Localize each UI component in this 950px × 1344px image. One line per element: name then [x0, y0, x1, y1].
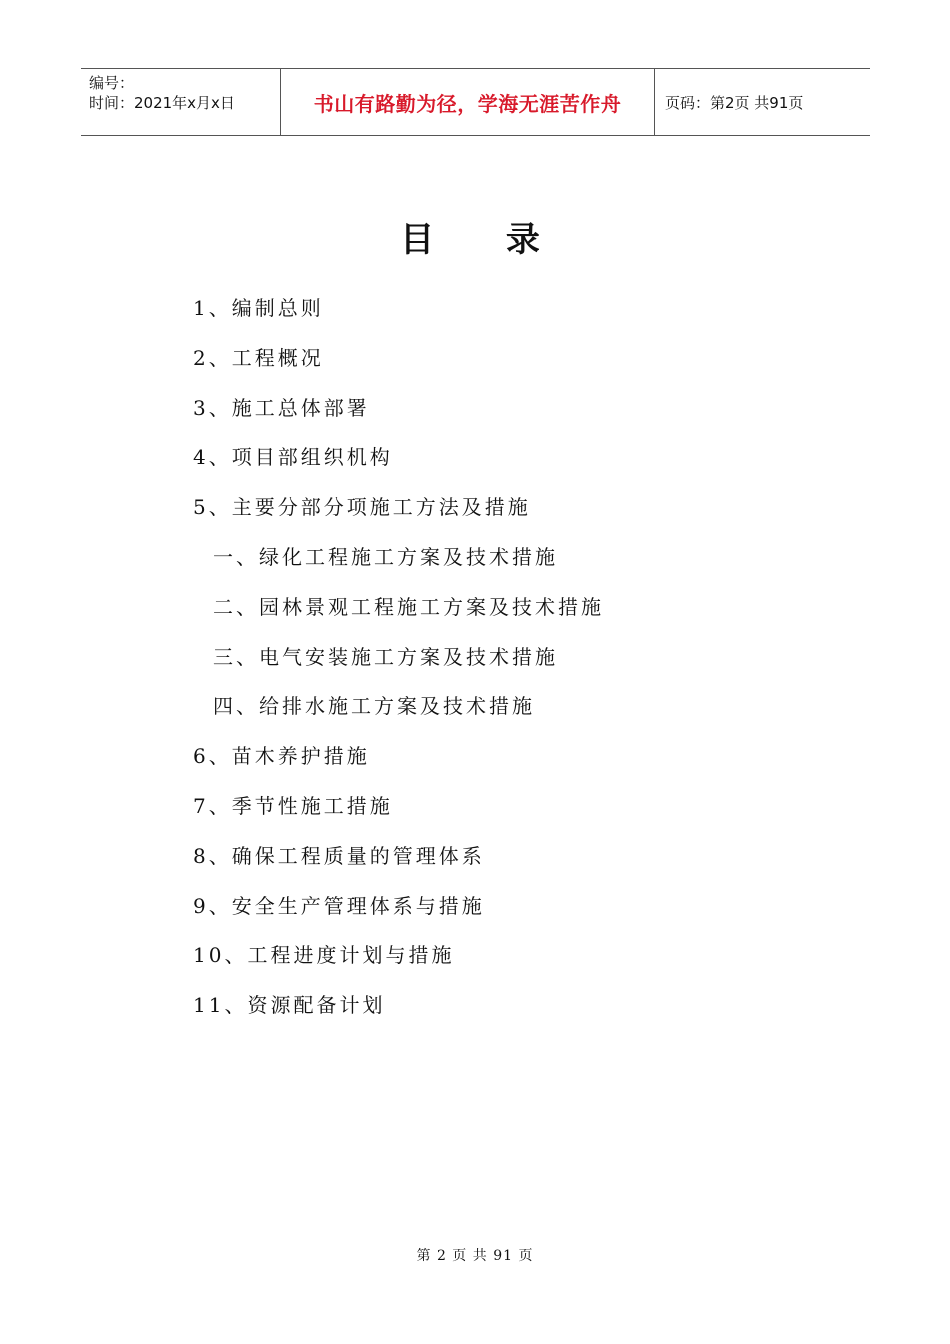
toc-item: 1、编制总则 — [193, 296, 324, 320]
toc-item: 9、安全生产管理体系与措施 — [193, 893, 485, 918]
toc-item: 10、工程进度计划与措施 — [193, 943, 455, 968]
toc-subitem: 三、电气安装施工方案及技术措施 — [213, 644, 558, 669]
toc-item: 8、确保工程质量的管理体系 — [193, 843, 485, 868]
document-number-label: 编号： — [89, 74, 135, 92]
toc-item: 3、施工总体部署 — [193, 395, 370, 420]
toc-subitem: 二、园林景观工程施工方案及技术措施 — [213, 594, 604, 619]
header-page-info: 页码：第2页 共91页 — [665, 93, 804, 112]
document-date: 时间：2021年x月x日 — [89, 94, 235, 112]
toc-item: 4、项目部组织机构 — [193, 445, 393, 470]
toc-item: 5、主要分部分项施工方法及措施 — [193, 495, 531, 520]
toc-subitem: 一、绿化工程施工方案及技术措施 — [213, 544, 558, 569]
page-title: 目 录 — [400, 220, 570, 260]
header-meta — [81, 69, 281, 135]
header-motto-cell — [281, 69, 655, 135]
header-motto: 书山有路勤为径，学海无涯苦作舟 — [313, 91, 622, 116]
page-footer: 第 2 页 共 91 页 — [416, 1248, 534, 1264]
toc-item: 6、苗木养护措施 — [193, 744, 370, 769]
toc-item: 2、工程概况 — [193, 345, 324, 370]
toc-item: 7、季节性施工措施 — [193, 793, 393, 818]
page-header — [81, 68, 870, 136]
toc-subitem: 四、给排水施工方案及技术措施 — [213, 694, 535, 719]
table-of-contents — [193, 290, 604, 1037]
toc-item: 11、资源配备计划 — [193, 993, 386, 1018]
